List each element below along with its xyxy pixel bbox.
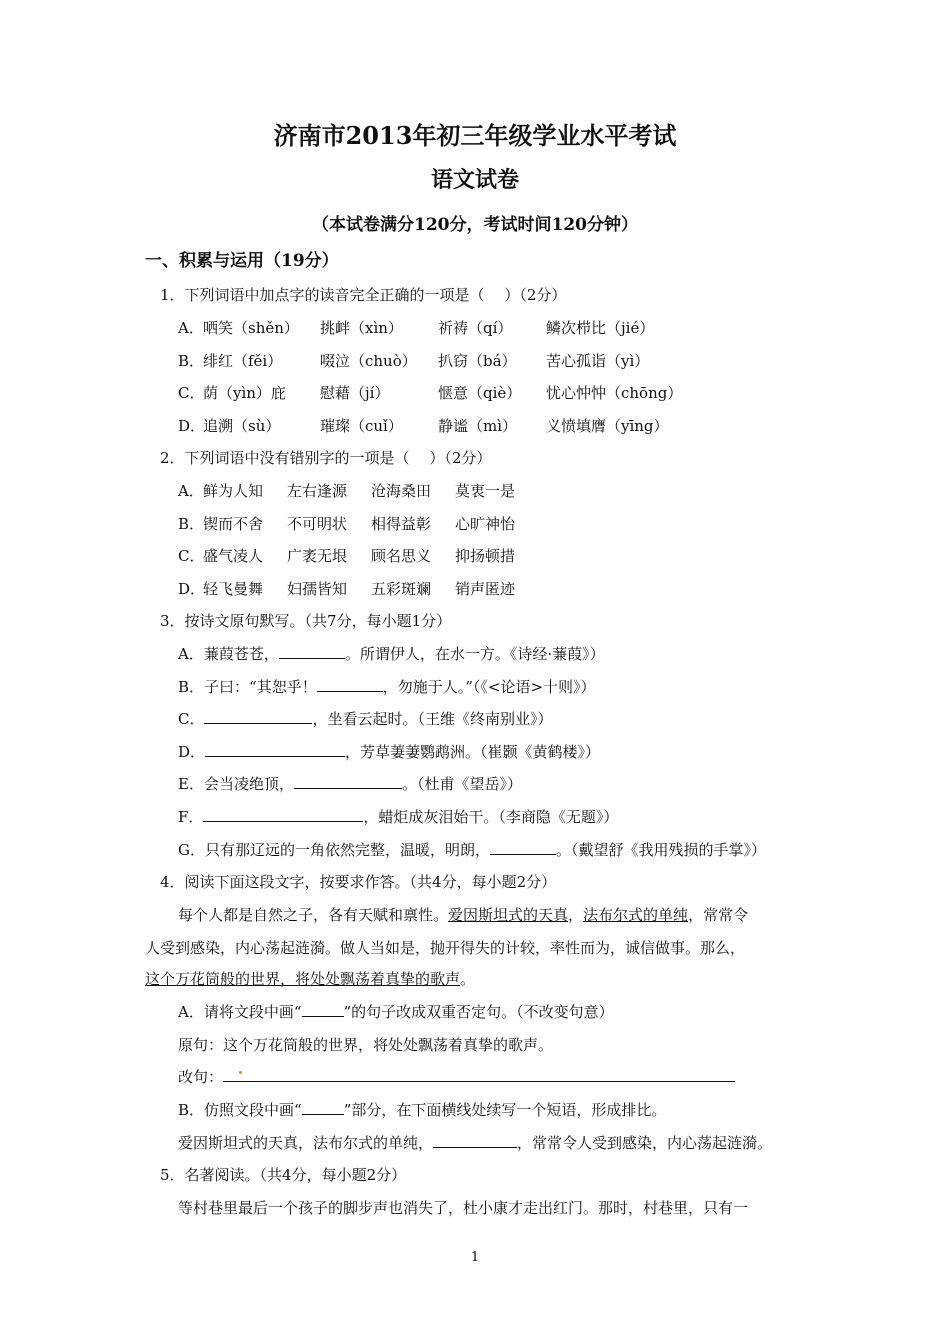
option-item: 扒窃（bá） [438,351,517,370]
q3-item-e: E．会当凌绝顶， 。（杜甫《望岳》） [178,775,522,793]
option-item: 惬意（qiè） [438,384,522,403]
underlined-phrase: 法布尔式的单纯 [583,906,689,924]
option-label: B． [178,351,205,370]
option-item: 忧心忡忡（chōng） [546,384,683,403]
option-item: 顾名思义 [371,547,432,566]
option-label: D． [178,579,206,598]
option-item: 慰藉（jí） [320,384,390,403]
page-number: 1 [470,1250,480,1265]
rewrite-answer-line[interactable] [223,1067,735,1082]
exam-title: 济南市2013年初三年级学业水平考试 [273,121,677,150]
q3-item-g: G．只有那辽远的一角依然完整，温暖，明朗， 。（戴望舒《我用残损的手掌》） [178,841,767,859]
option-item: 沧海桑田 [371,482,432,500]
option-item: 五彩斑斓 [371,579,432,598]
q2-option-row[interactable] [178,513,539,534]
q4-rewrite-row: 改句： [178,1066,735,1087]
q3-item-a: A．蒹葭苍苍， 。所谓伊人，在水一方。《诗经·蒹葭》） [178,645,605,663]
q2-option-row[interactable] [178,545,539,566]
option-item: 莫衷一是 [455,482,516,500]
q4-item-b: B．仿照文段中画“ ”部分，在下面横线处续写一个短语，形成排比。 [178,1101,667,1119]
q1-option-row[interactable] [178,415,706,436]
exam-subtitle: 语文试卷 [430,167,519,193]
underlined-phrase: 爱因斯坦式的天真 [448,906,569,924]
q5-passage-line-1: 等村巷里最后一个孩子的脚步声也消失了，杜小康才走出红门。那时，村巷里，只有一 [178,1199,749,1217]
answer-blank[interactable] [490,840,556,855]
option-item: 祈祷（qí） [438,319,513,337]
q3-item-f: F． ，蜡炬成灰泪始干。（李商隐《无题》） [178,808,619,826]
option-item: 绯红（fěi） [203,351,283,370]
option-item: 相得益彰 [371,514,432,533]
option-item: 义愤填膺（yīng） [546,416,669,435]
section-heading: 一、积累与运用（19分） [145,251,339,271]
option-item: 锲而不舍 [203,514,264,533]
option-label: C． [178,547,205,566]
option-item: 广袤无垠 [287,547,348,566]
option-label: C． [178,384,205,403]
option-item: 左右逢源 [287,482,348,500]
answer-blank[interactable] [279,644,345,659]
option-item: 盛气凌人 [203,547,264,566]
option-item: 销声匿迹 [455,579,516,598]
option-item: 荫（yìn）庇 [203,384,286,403]
answer-blank[interactable] [205,742,345,757]
question-4-stem: 4．阅读下面这段文字，按要求作答。（共4分，每小题2分） [160,873,557,891]
q2-option-row[interactable] [178,578,539,599]
answer-blank[interactable] [294,774,402,789]
q4-passage-line-2: 人受到感染，内心荡起涟漪。做人当如是，抛开得失的计较，率性而为，诚信做事。那么， [145,939,746,957]
q1-option-row[interactable] [178,350,706,371]
q1-option-row[interactable] [178,317,706,338]
q4-item-b-line: 爱因斯坦式的天真，法布尔式的单纯， ，常常令人受到感染，内心荡起涟漪。 [178,1134,773,1152]
option-item: 鲜为人知 [203,482,264,500]
option-item: 妇孺皆知 [287,579,348,598]
option-item: 苦心孤诣（yì） [546,351,650,370]
question-3-stem: 3．按诗文原句默写。（共7分，每小题1分） [160,612,452,630]
option-item: 啜泣（chuò） [320,351,417,370]
option-item: 追溯（sù） [203,416,281,435]
answer-blank[interactable] [317,677,383,692]
q3-item-c: C． ，坐看云起时。（王维《终南别业》） [178,710,553,728]
option-item: 鳞次栉比（jié） [546,319,655,337]
option-item: 静谧（mì） [438,416,518,435]
q4-passage-line-1: 每个人都是自然之子，各有天赋和禀性。爱因斯坦式的天真，法布尔式的单纯，常常令 [178,906,749,924]
q4-passage-line-3: 这个万花筒般的世界，将处处飘荡着真挚的歌声。 [145,970,476,988]
answer-blank[interactable] [204,709,312,724]
q4-item-a: A．请将文段中画“ ”的句子改成双重否定句。（不改变句意） [178,1003,614,1021]
q2-option-row[interactable] [178,480,539,501]
exam-note: （本试卷满分120分，考试时间120分钟） [312,215,638,235]
option-item: 轻飞曼舞 [203,579,264,598]
q3-item-b: B．子曰：“其恕乎！ ，勿施于人。”（《<论语>十则》） [178,678,596,696]
option-item: 抑扬顿措 [455,547,516,566]
underlined-sentence: 这个万花筒般的世界，将处处飘荡着真挚的歌声 [145,970,461,988]
answer-blank[interactable] [433,1133,517,1148]
option-label: B． [178,514,205,533]
q1-option-row[interactable] [178,382,706,403]
option-item: 挑衅（xìn） [320,319,403,337]
option-item: 哂笑（shěn） [203,319,299,337]
answer-blank[interactable] [203,807,363,822]
option-item: 璀璨（cuǐ） [320,416,403,435]
option-label: D． [178,416,206,435]
option-label: A． [178,319,204,337]
question-1-stem: 1．下列词语中加点字的读音完全正确的一项是（ ）（2分） [160,286,567,304]
option-item: 心旷神怡 [455,514,516,533]
option-item: 不可明状 [287,514,348,533]
question-2-stem: 2．下列词语中没有错别字的一项是（ ）（2分） [160,449,492,467]
question-5-stem: 5．名著阅读。（共4分，每小题2分） [160,1166,407,1184]
option-label: A． [178,482,204,500]
q3-item-d: D． ，芳草萋萋鹦鹉洲。（崔颢《黄鹤楼》） [178,743,601,761]
mark-dot [239,1071,242,1074]
q4-original-sentence: 原句：这个万花筒般的世界，将处处飘荡着真挚的歌声。 [178,1036,554,1054]
